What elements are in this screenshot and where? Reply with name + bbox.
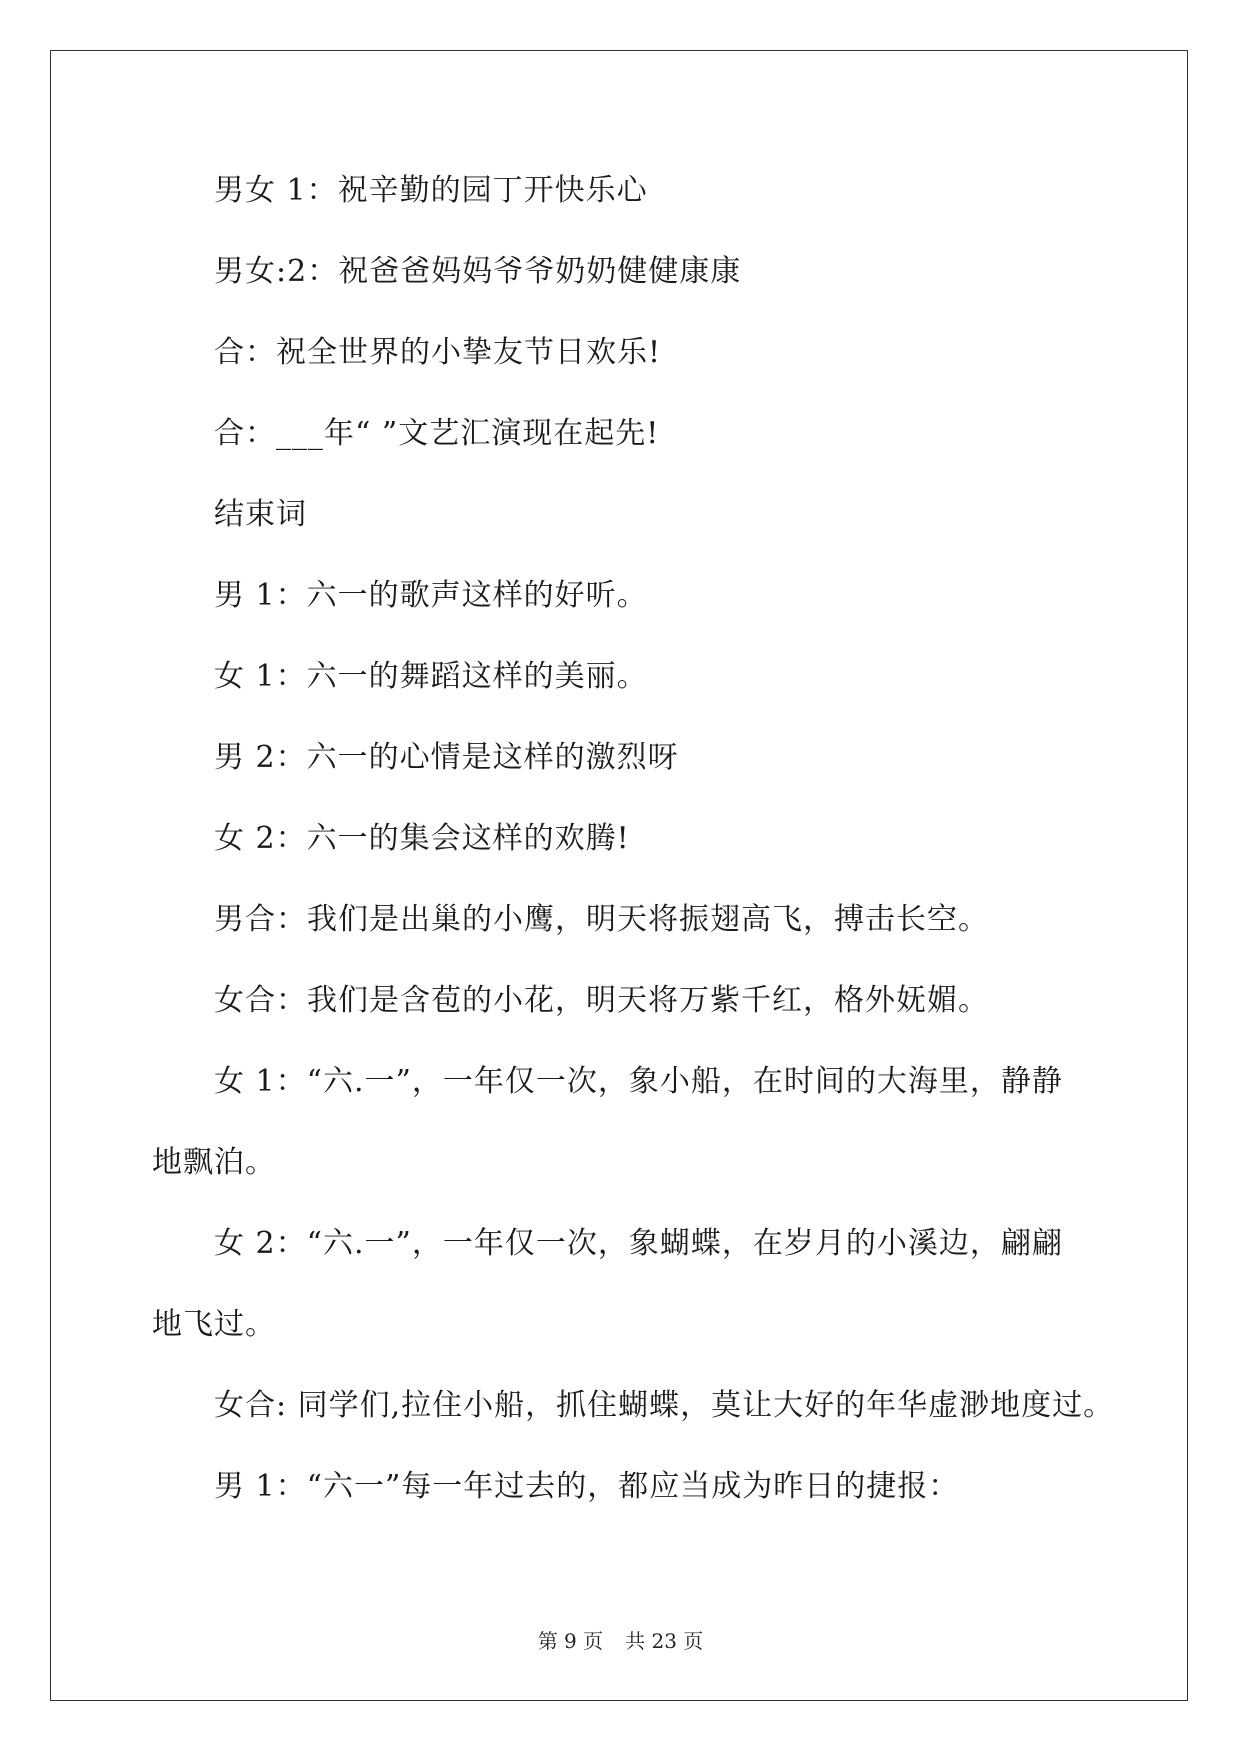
page-border (50, 50, 1188, 1701)
page-number: 第 9 页 (537, 1629, 604, 1653)
text-line: 女 1：六一的舞蹈这样的美丽。 (214, 659, 648, 694)
text-line: 男 1：六一的歌声这样的好听。 (214, 578, 648, 613)
page-total: 共 23 页 (625, 1629, 704, 1653)
text-line: 男 2：六一的心情是这样的激烈呀 (214, 740, 679, 775)
text-line: 男合：我们是出巢的小鹰，明天将振翅高飞，搏击长空。 (214, 902, 989, 937)
page-footer (0, 1628, 1241, 1654)
text-line-continuation: 地飘泊。 (152, 1145, 276, 1180)
text-line-continuation: 地飞过。 (152, 1307, 276, 1342)
text-line: 女 2：“六.一”，一年仅一次，象蝴蝶，在岁月的小溪边，翩翩 (214, 1226, 1063, 1261)
text-line: 合：祝全世界的小挚友节日欢乐! (214, 335, 662, 370)
text-line: 男女:2：祝爸爸妈妈爷爷奶奶健健康康 (214, 254, 742, 289)
text-line: 女合: 同学们,拉住小船，抓住蝴蝶，莫让大好的年华虚渺地度过。 (214, 1388, 1115, 1423)
text-line: 合：___年“ ”文艺汇演现在起先! (214, 416, 660, 451)
section-heading: 结束词 (214, 497, 307, 532)
text-line: 男女 1：祝辛勤的园丁开快乐心 (214, 173, 648, 208)
text-line: 男 1：“六一”每一年过去的，都应当成为昨日的捷报： (214, 1469, 960, 1504)
text-line: 女 1：“六.一”，一年仅一次，象小船，在时间的大海里，静静 (214, 1064, 1063, 1099)
text-line: 女 2：六一的集会这样的欢腾! (214, 821, 630, 856)
text-line: 女合：我们是含苞的小花，明天将万紫千红，格外妩媚。 (214, 983, 989, 1018)
